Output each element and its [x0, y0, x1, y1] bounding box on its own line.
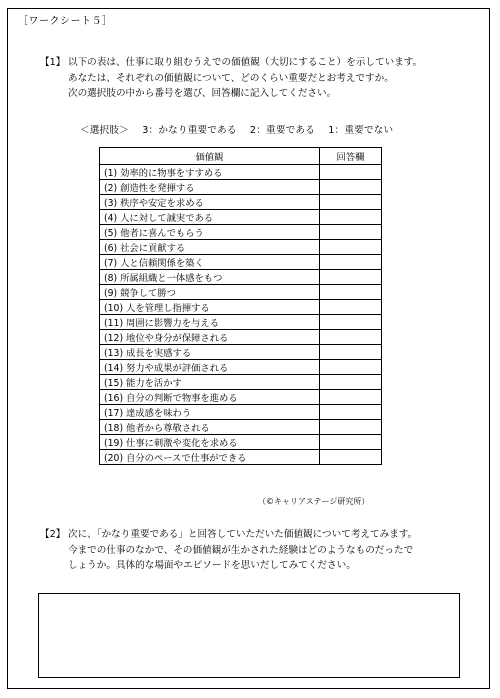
value-item: (8) 所属組織と一体感をもつ: [100, 270, 320, 285]
table-row: [100, 390, 382, 405]
value-item: (10) 人を管理し指揮する: [100, 300, 320, 315]
value-item: (14) 努力や成果が評価される: [100, 360, 320, 375]
answer-cell[interactable]: [320, 180, 382, 195]
answer-cell[interactable]: [320, 255, 382, 270]
question-1: [40, 55, 480, 102]
table-header-row: [100, 148, 382, 165]
header-answer: 回答欄: [320, 148, 382, 165]
question-2-line: 今までの仕事のなかで、その価値観が生かされた経験はどのようなものだったで: [68, 544, 414, 556]
question-2-line: しょうか。具体的な場面やエピソードを思いだしてみてください。: [68, 560, 356, 571]
option-1: 1：重要でない: [328, 125, 394, 136]
answer-cell[interactable]: [320, 360, 382, 375]
answer-cell[interactable]: [320, 345, 382, 360]
question-2-text: [68, 527, 417, 574]
value-item: (18) 他者から尊敬される: [100, 420, 320, 435]
question-2: [40, 527, 480, 574]
table-row: [100, 420, 382, 435]
values-table: [99, 147, 382, 465]
value-item: (11) 周囲に影響力を与える: [100, 315, 320, 330]
answer-cell[interactable]: [320, 240, 382, 255]
answer-cell[interactable]: [320, 420, 382, 435]
answer-cell[interactable]: [320, 375, 382, 390]
answer-cell[interactable]: [320, 405, 382, 420]
value-item: (3) 秩序や安定を求める: [100, 195, 320, 210]
value-item: (12) 地位や身分が保障される: [100, 330, 320, 345]
question-2-line: 次に、「かなり重要である」と回答していただいた価値観について考えてみます。: [68, 529, 418, 540]
value-item: (16) 自分の判断で物事を進める: [100, 390, 320, 405]
value-item: (20) 自分のペースで仕事ができる: [100, 450, 320, 465]
table-row: [100, 255, 382, 270]
value-item: (5) 他者に喜んでもらう: [100, 225, 320, 240]
value-item: (17) 達成感を味わう: [100, 405, 320, 420]
options-label: ＜選択肢＞: [80, 125, 129, 136]
table-row: [100, 210, 382, 225]
answer-cell[interactable]: [320, 195, 382, 210]
value-item: (2) 創造性を発揮する: [100, 180, 320, 195]
answer-cell[interactable]: [320, 225, 382, 240]
answer-writing-box[interactable]: [38, 593, 460, 678]
worksheet-title: ［ワークシート５］: [18, 16, 113, 27]
question-1-line: 次の選択肢の中から番号を選び、回答欄に記入してください。: [68, 88, 337, 99]
table-row: [100, 195, 382, 210]
answer-cell[interactable]: [320, 165, 382, 180]
value-item: (19) 仕事に刺激や変化を求める: [100, 435, 320, 450]
table-row: [100, 330, 382, 345]
table-row: [100, 375, 382, 390]
question-1-text: [68, 55, 422, 102]
copyright-credit: （©キャリアステージ研究所）: [258, 497, 370, 506]
answer-cell[interactable]: [320, 390, 382, 405]
answer-cell[interactable]: [320, 285, 382, 300]
table-row: [100, 450, 382, 465]
answer-cell[interactable]: [320, 300, 382, 315]
table-row: [100, 300, 382, 315]
table-row: [100, 405, 382, 420]
answer-cell[interactable]: [320, 210, 382, 225]
values-table-body: [100, 165, 382, 465]
answer-cell[interactable]: [320, 330, 382, 345]
question-1-number: 【1】: [40, 57, 66, 68]
answer-cell[interactable]: [320, 450, 382, 465]
option-3: 3：かなり重要である: [142, 125, 237, 136]
value-item: (13) 成長を実感する: [100, 345, 320, 360]
answer-cell[interactable]: [320, 435, 382, 450]
choice-options: [80, 122, 403, 136]
header-values: 価値観: [100, 148, 320, 165]
option-2: 2：重要である: [249, 125, 315, 136]
question-1-line: あなたは、それぞれの価値観について、どのくらい重要だとお考えですか。: [68, 72, 394, 84]
value-item: (4) 人に対して誠実である: [100, 210, 320, 225]
value-item: (15) 能力を活かす: [100, 375, 320, 390]
table-row: [100, 345, 382, 360]
value-item: (1) 効率的に物事をすすめる: [100, 165, 320, 180]
answer-cell[interactable]: [320, 270, 382, 285]
table-row: [100, 435, 382, 450]
table-row: [100, 285, 382, 300]
table-row: [100, 315, 382, 330]
table-row: [100, 180, 382, 195]
value-item: (7) 人と信頼関係を築く: [100, 255, 320, 270]
question-2-number: 【2】: [40, 529, 66, 540]
table-row: [100, 240, 382, 255]
table-row: [100, 225, 382, 240]
table-row: [100, 270, 382, 285]
value-item: (9) 競争して勝つ: [100, 285, 320, 300]
table-row: [100, 360, 382, 375]
table-row: [100, 165, 382, 180]
question-1-line: 以下の表は、仕事に取り組むうえでの価値観（大切にすること）を示しています。: [68, 57, 423, 68]
value-item: (6) 社会に貢献する: [100, 240, 320, 255]
answer-cell[interactable]: [320, 315, 382, 330]
